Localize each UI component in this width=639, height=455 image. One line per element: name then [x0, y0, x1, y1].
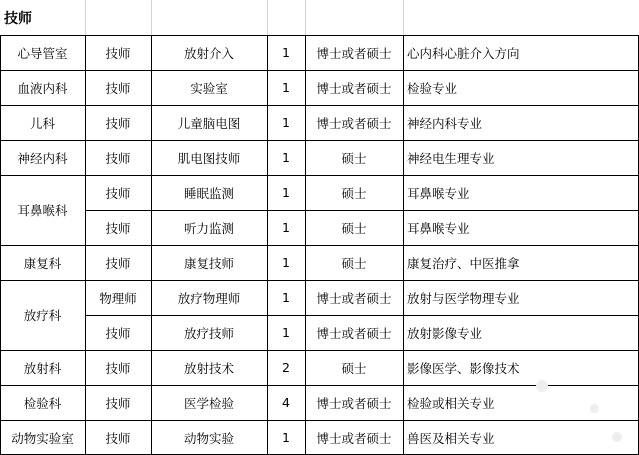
- cell-major: 心内科心脏介入方向: [407, 45, 520, 61]
- cell-department: 检验科: [23, 395, 62, 411]
- artifact-dot: [612, 432, 622, 442]
- cell-degree: 博士或者硕士: [316, 45, 392, 61]
- cell-department: 神经内科: [17, 150, 68, 166]
- row-border: [0, 175, 639, 176]
- column-border: [305, 35, 306, 455]
- cell-degree: 博士或者硕士: [316, 395, 392, 411]
- column-border: [85, 35, 86, 455]
- cell-position: 肌电图技师: [177, 150, 241, 166]
- cell-position: 放射技术: [183, 360, 234, 376]
- row-border: [0, 35, 639, 36]
- cell-role: 技师: [105, 45, 131, 61]
- cell-degree: 博士或者硕士: [316, 115, 392, 131]
- cell-major: 检验或相关专业: [407, 395, 495, 411]
- cell-major: 神经内科专业: [407, 115, 483, 131]
- cell-degree: 博士或者硕士: [316, 80, 392, 96]
- cell-position: 放疗技师: [183, 325, 234, 341]
- sheet-title: 技师: [4, 10, 32, 27]
- cell-department: 儿科: [29, 115, 55, 131]
- cell-department: 血液内科: [17, 80, 68, 96]
- cell-role: 物理师: [99, 290, 137, 306]
- cell-major: 康复治疗、中医推拿: [407, 255, 520, 271]
- cell-major: 放射与医学物理专业: [407, 290, 520, 306]
- cell-position: 放疗物理师: [177, 290, 241, 306]
- cell-role: 技师: [105, 325, 131, 341]
- cell-department: 心导管室: [17, 45, 68, 61]
- cell-degree: 博士或者硕士: [316, 325, 392, 341]
- cell-major: 放射影像专业: [407, 325, 483, 341]
- cell-degree: 硕士: [341, 255, 367, 271]
- cell-count: 1: [282, 430, 290, 445]
- title-gridline: [151, 0, 152, 35]
- cell-department: 放疗科: [23, 308, 62, 323]
- cell-department: 动物实验室: [11, 430, 74, 446]
- cell-major: 神经电生理专业: [407, 150, 495, 166]
- row-border: [0, 280, 639, 281]
- cell-degree: 博士或者硕士: [316, 290, 392, 306]
- column-border: [151, 35, 152, 455]
- cell-role: 技师: [105, 430, 131, 446]
- cell-department: 放射科: [23, 360, 62, 376]
- column-border: [0, 35, 1, 455]
- cell-position: 儿童脑电图: [177, 115, 241, 131]
- cell-count: 1: [282, 80, 290, 95]
- cell-role: 技师: [105, 150, 131, 166]
- cell-major: 耳鼻喉专业: [407, 220, 470, 236]
- cell-position: 睡眠监测: [183, 185, 234, 201]
- cell-position: 放射介入: [183, 45, 234, 61]
- title-gridline: [267, 0, 268, 35]
- cell-role: 技师: [105, 115, 131, 131]
- cell-role: 技师: [105, 185, 131, 201]
- cell-major: 检验专业: [407, 80, 458, 96]
- cell-role: 技师: [105, 255, 131, 271]
- title-gridline: [85, 0, 86, 35]
- cell-department: 康复科: [23, 255, 62, 271]
- artifact-dot: [590, 404, 599, 413]
- cell-count: 1: [282, 255, 290, 270]
- cell-count: 1: [282, 220, 290, 235]
- cell-degree: 硕士: [341, 150, 367, 166]
- cell-degree: 硕士: [341, 185, 367, 201]
- cell-count: 1: [282, 150, 290, 165]
- title-gridline: [403, 0, 404, 35]
- column-border: [267, 35, 268, 455]
- cell-role: 技师: [105, 80, 131, 96]
- cell-position: 动物实验: [183, 430, 234, 446]
- cell-role: 技师: [105, 395, 131, 411]
- cell-position: 康复技师: [183, 255, 234, 271]
- cell-degree: 硕士: [341, 360, 367, 376]
- cell-role: 技师: [105, 360, 131, 376]
- cell-count: 1: [282, 185, 290, 200]
- row-border: [0, 420, 639, 421]
- row-border: [0, 105, 639, 106]
- cell-count: 4: [282, 395, 290, 410]
- row-border: [85, 315, 639, 316]
- row-border: [0, 245, 639, 246]
- cell-major: 影像医学、影像技术: [407, 360, 520, 376]
- cell-degree: 硕士: [341, 220, 367, 236]
- cell-position: 医学检验: [183, 395, 234, 411]
- cell-count: 2: [282, 360, 290, 375]
- cell-role: 技师: [105, 220, 131, 236]
- title-gridline: [305, 0, 306, 35]
- cell-count: 1: [282, 45, 290, 60]
- cell-position: 实验室: [190, 80, 228, 96]
- row-border: [0, 70, 639, 71]
- row-border: [85, 210, 639, 211]
- cell-department: 耳鼻喉科: [17, 203, 68, 218]
- cell-count: 1: [282, 325, 290, 340]
- artifact-dot: [536, 380, 548, 392]
- row-border: [0, 350, 639, 351]
- column-border: [403, 35, 404, 455]
- cell-count: 1: [282, 290, 290, 305]
- cell-degree: 博士或者硕士: [316, 430, 392, 446]
- cell-position: 听力监测: [183, 220, 234, 236]
- cell-major: 耳鼻喉专业: [407, 185, 470, 201]
- cell-major: 兽医及相关专业: [407, 430, 495, 446]
- cell-count: 1: [282, 115, 290, 130]
- row-border: [0, 140, 639, 141]
